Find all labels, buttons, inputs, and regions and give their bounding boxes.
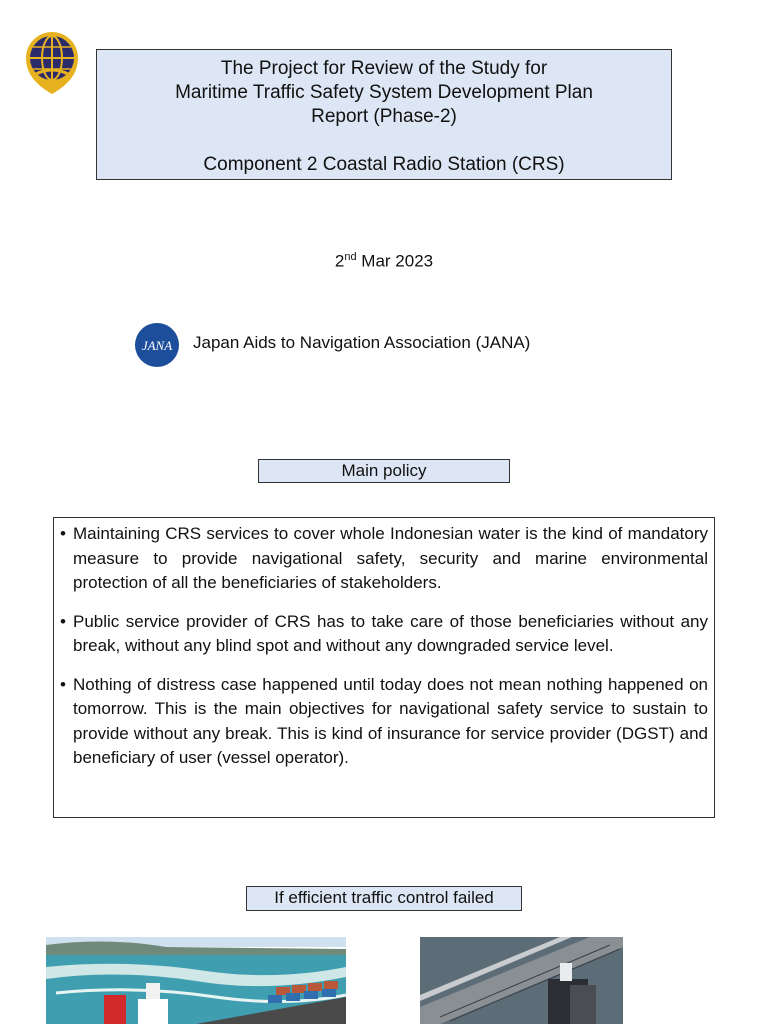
policy-list [60, 522, 708, 771]
bullet-icon: • [60, 524, 66, 543]
date-rest: Mar 2023 [356, 251, 434, 271]
jana-logo [134, 322, 180, 368]
organization-name: Japan Aids to Navigation Association (JANA) [193, 333, 531, 352]
title-line-2: Maritime Traffic Safety System Development Plan [175, 82, 593, 103]
bullet-icon: • [60, 674, 66, 694]
policy-text: Maintaining CRS services to cover whole Indonesian water is the kind of mandatory measure to provide navigational safety, security and marine environmental protection of all the beneficiaries of stakeholders. [73, 524, 708, 592]
jana-logo-text: JANA [141, 338, 173, 353]
traffic-control-failed-label: If efficient traffic control failed [246, 886, 522, 911]
date-day: 2 [334, 251, 345, 271]
report-date [0, 251, 768, 272]
globe-emblem-icon [22, 28, 82, 96]
policy-item [60, 522, 708, 596]
policy-item [60, 610, 708, 659]
policy-item [60, 673, 708, 771]
jana-emblem-icon [134, 322, 180, 368]
date-suffix: nd [344, 251, 357, 263]
policy-text: Nothing of distress case happened until today does not mean nothing happened on tomorrow. This is the main objectives for navigational safety service to sustain to provide without any break. This is kind of insurance for service provider (DGST) and beneficiary of user (vessel operator). [73, 674, 708, 767]
bridge-collision-photo [420, 937, 623, 1024]
component-title: Component 2 Coastal Radio Station (CRS) [203, 154, 565, 175]
policy-text: Public service provider of CRS has to take care of those beneficiaries without any break, without any blind spot and without any downgraded service level. [73, 611, 708, 655]
title-line-1: The Project for Review of the Study for [220, 58, 548, 79]
title-box [96, 49, 672, 180]
bullet-icon: • [60, 611, 66, 631]
ship-bridge-image [420, 937, 623, 1024]
policy-box [53, 517, 715, 818]
ship-aground-image [46, 937, 346, 1024]
title-line-3: Report (Phase-2) [311, 106, 457, 127]
main-policy-label: Main policy [258, 459, 510, 483]
grounded-ship-photo [46, 937, 346, 1024]
ministry-logo [22, 28, 82, 96]
